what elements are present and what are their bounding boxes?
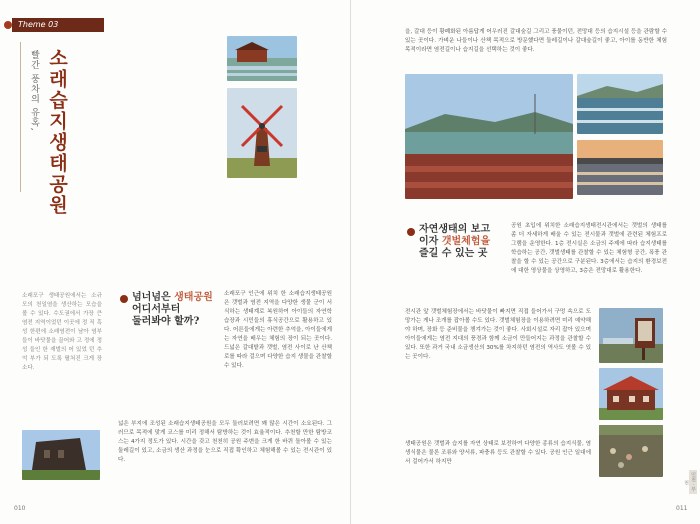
question-heading <box>132 292 217 328</box>
title-rule <box>20 42 21 192</box>
right-page <box>350 0 700 524</box>
photo-dark-building <box>22 430 100 480</box>
photo-red-roof-building <box>599 368 663 420</box>
photo-windmill <box>227 88 297 178</box>
sidebar-note: 소래포구 생태공원에서는 소규 모의 천일염을 생산하는 모습을 볼 수 있다. 수도권에서 가장 큰 염전 지역이었던 이곳에 정 직 흑성 한편에 소래염전이 남아 염부들이 바닷물을 끌어와 고 정에 정성 들인 한 재벌의 어 있었 던 추억 부가 되 도록 펼쳐진 크게 장소다. <box>22 293 102 371</box>
body-right-end: 생태공원은 갯벌과 습지를 자연 상태로 보전하여 다양한 종류의 습지식물, 염생식물은 물론 조류와 양서류, 파충류 등도 관찰할 수 있다. 공원 인근 일대에서 걸어가서 하지만 <box>405 441 591 465</box>
body-right-top: 을, 갈대 등이 황폐화된 아름답게 어우러진 갈대숲길 그리고 풍물이던, 전망대 등의 습지시설 등을 관람할 수 있는 곳이다. 가벼운 나들이나 산책 목적으로 방문했다면 둘레길이나 갈대숲길이 좋고, 아이를 동반한 체험 목적이라면 염전길이나 습지길을 선택하는 것이 좋다. <box>405 29 667 53</box>
body-left-a-col <box>224 290 332 415</box>
body-left-a-text: 소래포구 인근에 위치 한 소래습지생태공원은 갯벌과 염전 지역을 다양한 생물 군이 서식하는 생태계로 복원하여 아이들의 자연학습장과 시민들의 휴식공간으로 활용하고 있다. 어른들에게는 아련한 추억을, 아이들에게는 자연을 배우는 체험의 장이 되는 곳이다. 드넓은 갈대밭과 갯벌, 염전 사이로 난 산책로를 따라 걸으며 다양한 습지 생물을 관찰할 수 있다. <box>224 291 332 369</box>
question-icon <box>120 295 128 303</box>
photo-info-sign <box>599 308 663 363</box>
q2-line2a: 이자 <box>419 236 442 247</box>
q2-accent: 갯벌체험을 <box>441 236 491 247</box>
question-icon-2 <box>407 228 415 236</box>
photo-salt-field-landscape <box>405 74 573 199</box>
page-title: 소래습지생태공원 <box>46 48 68 216</box>
body-right-mid: 공원 초입에 위치한 소래습지생태전시관에서는 갯벌의 생태를 좀 더 자세하게 배울 수 있는 전시물과 갯벌에 관련된 체험프로그램을 운영한다. 1층 전시실은 소금의 주제에 따라 습지생태를 학습하는 공간, 갯벌생태를 관찰할 수 있는 체험형 공간, 폭풍 관찰을 할 수 있는 공간으로 구분된다. 3층에서는 습지의 환경보전에 대한 영상물을 상영하고, 3층은 전망대로 활용한다. <box>511 223 667 274</box>
q1-line1: 넘너넘은 <box>132 292 175 303</box>
photo-salt-pans-blue <box>577 74 663 134</box>
page-number-left: 010 <box>14 505 26 512</box>
question-heading-2 <box>419 224 511 260</box>
body-left-b: 넓은 부지에 조성된 소래습지생태공원을 모두 둘러보려면 꽤 많은 시간이 소요된다. 그러므로 목적에 맞게 코스를 미리 정해서 탐방하는 것이 효율적이다. 추천할 만한 탐방코스는 4가지 정도가 있다. 시간을 갖고 천천히 공원 주변을 크게 한 바퀴 돌아볼 수 있는 둘레길이 있고, 소금의 생산 과정을 눈으로 직접 확인하고 체험해볼 수 있는 전시관이 있다. <box>118 421 332 463</box>
subtitle: 빨간 풍차의 유혹, <box>29 50 39 132</box>
q2-line3: 즐길 수 있는 곳 <box>419 248 488 259</box>
q1-line2: 어디서부터 <box>132 304 181 315</box>
theme-label: Theme 03 <box>12 18 104 32</box>
section-tab: 인천 · 부천 <box>689 470 697 494</box>
theme-dot <box>4 21 12 29</box>
q1-line3: 둘러봐야 할까? <box>132 316 200 327</box>
q1-accent: 생태공원 <box>174 292 213 303</box>
photo-salt-pans-sunset <box>577 140 663 195</box>
page-number-right: 011 <box>676 505 688 512</box>
q2-line1: 자연생태의 보고 <box>419 224 491 235</box>
photo-exhibition-hall <box>227 36 297 81</box>
photo-mudflat-people <box>599 425 663 477</box>
body-right-low: 전시관 앞 갯벌체험장에서는 바닷물이 빠지면 직접 들어가서 구멍 속으로 도망가는 게나 조개를 잡아볼 수도 있다. 갯벌체험장을 이용하려면 미리 예약해야 하며, 장화 등 준비물을 챙겨가는 것이 좋다. 사회시설로 자리 잡아 있으며 아이들에게는 염전 지대의 풍경과 함께 소금이 만들어지는 과정을 관찰할 수 있다. 또한 과거 국내 소금생산의 30%를 차지하던 염전의 역사도 엿볼 수 있는 곳이다. <box>405 309 591 360</box>
